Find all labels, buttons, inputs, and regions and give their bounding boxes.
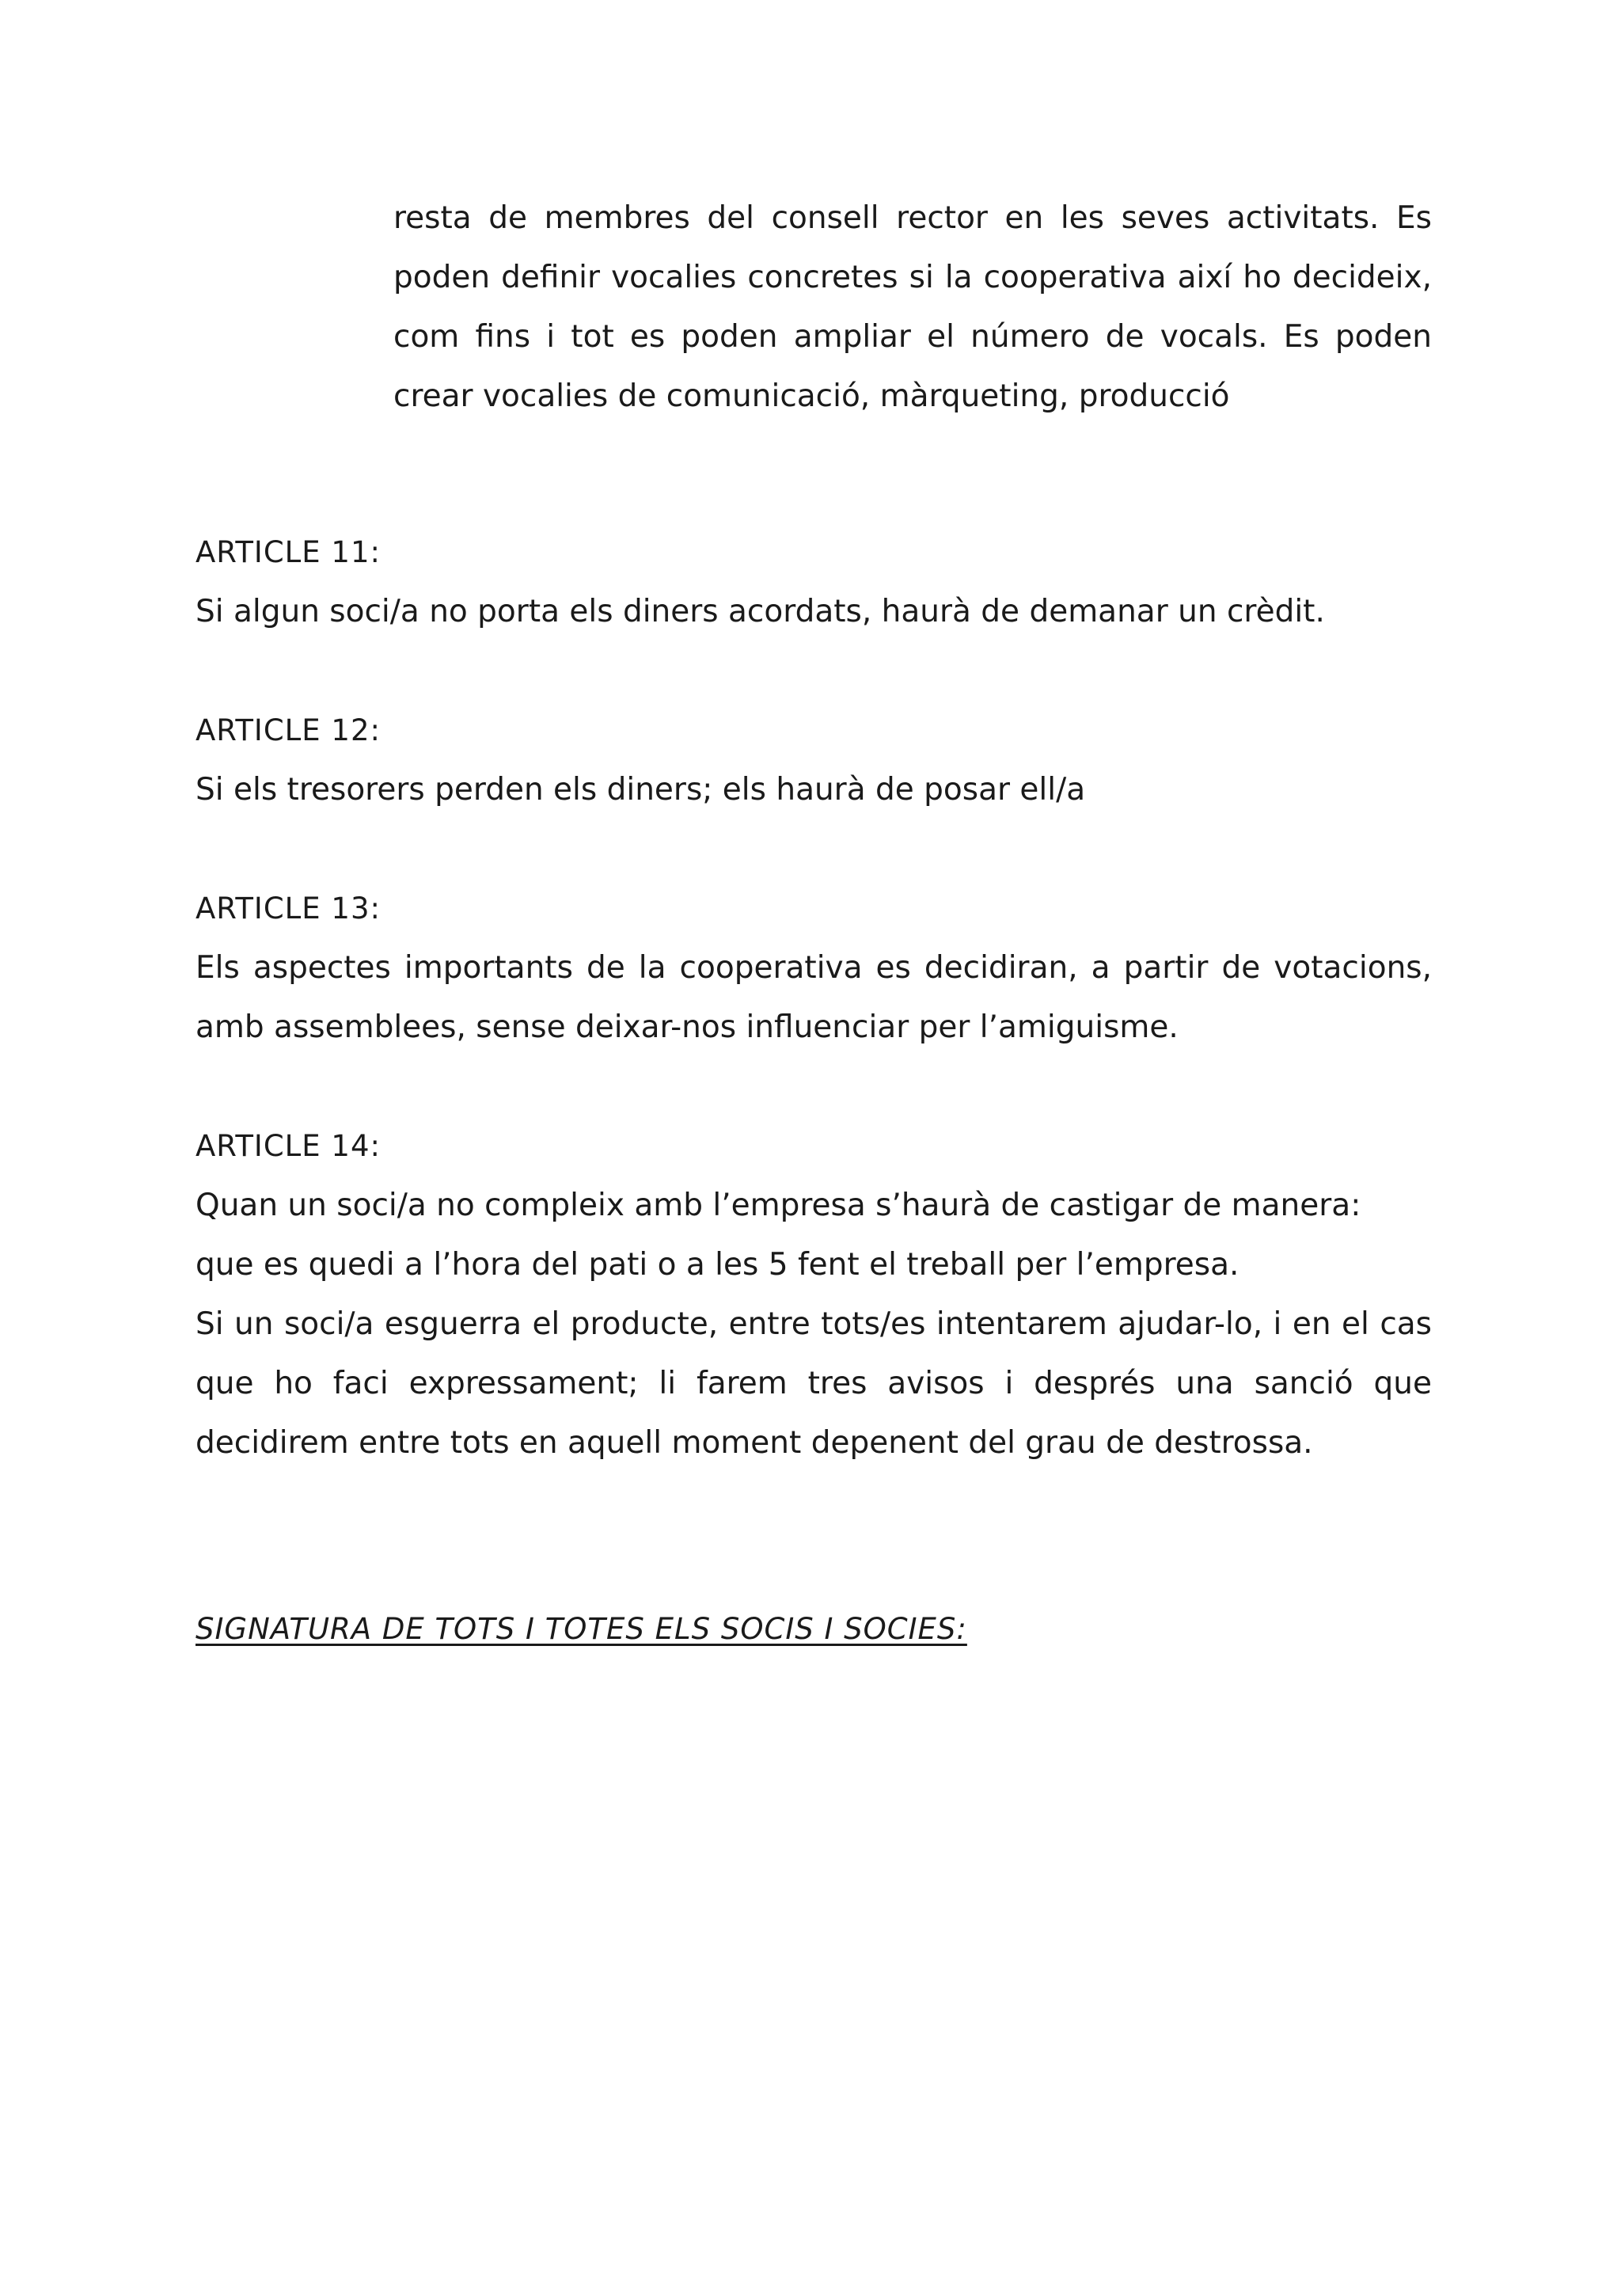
article-paragraph: Quan un soci/a no compleix amb l’empresa s’haurà de castigar de manera: [196,1188,1361,1223]
article-paragraph: Si els tresorers perden els diners; els haurà de posar ell/a [196,772,1086,808]
article-13 [196,879,1432,1057]
article-heading: ARTICLE 13: [196,891,381,926]
article-10-continuation [393,188,1432,426]
article-heading: ARTICLE 12: [196,713,381,747]
article-paragraph: Els aspectes importants de la cooperativa es decidiran, a partir de votacions, amb assemblees, sense deixar-nos influenciar per l’amiguisme. [196,950,1432,1045]
article-14 [196,1116,1432,1473]
article-paragraph: Si un soci/a esguerra el producte, entre tots/es intentarem ajudar-lo, i en el cas que ho faci expressament; li farem tres avisos i després una sanció que decidirem entre tots en aquell moment depenent del grau de destrossa. [196,1306,1432,1461]
signature-heading: SIGNATURA DE TOTS I TOTES ELS SOCIS I SOCIES: [196,1612,967,1646]
article-paragraph: Si algun soci/a no porta els diners acordats, haurà de demanar un crèdit. [196,594,1325,629]
article-paragraph: que es quedi a l’hora del pati o a les 5 fent el treball per l’empresa. [196,1247,1239,1283]
article-11 [196,523,1432,641]
article-12 [196,701,1432,819]
article-heading: ARTICLE 14: [196,1129,381,1163]
article-heading: ARTICLE 11: [196,535,381,569]
continuation-paragraph: resta de membres del consell rector en les seves activitats. Es poden definir vocalies concretes si la cooperativa així ho decideix, com fins i tot es poden ampliar el número de vocals. Es poden crear vocalies de comunicació, màrqueting, producció [393,200,1432,414]
